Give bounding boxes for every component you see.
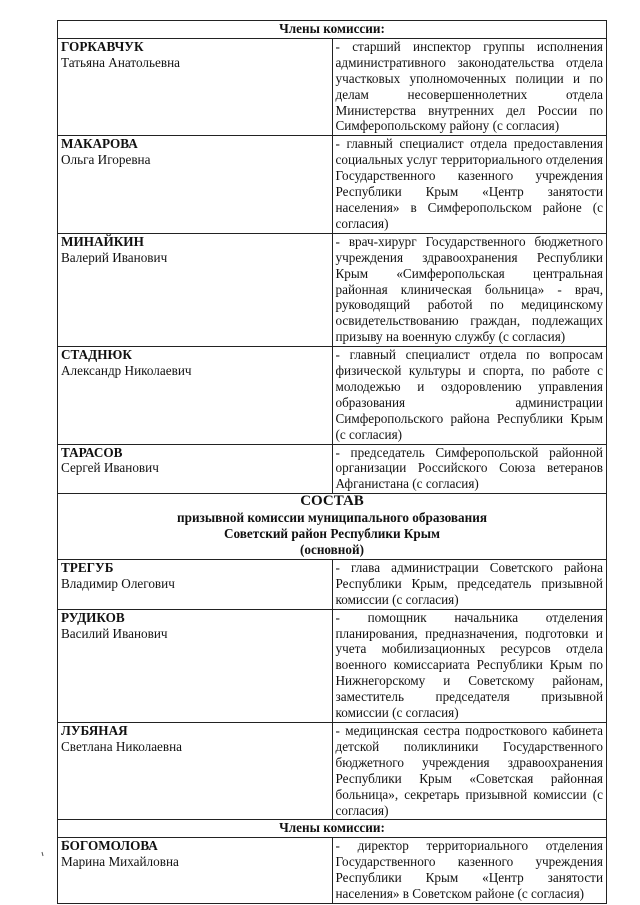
member-name-cell (58, 559, 333, 609)
member-given-name: Сергей Иванович (61, 460, 159, 476)
members-header: Члены комиссии: (58, 820, 607, 838)
member-name-cell (58, 722, 333, 819)
member-given-name: Марина Михайловна (61, 854, 179, 870)
member-name-cell (58, 609, 333, 722)
member-surname: ЛУБЯНАЯ (61, 722, 128, 738)
section-header-row (58, 21, 607, 39)
member-row (58, 38, 607, 135)
scan-artifact-marks (38, 830, 78, 860)
member-given-name: Владимир Олегович (61, 575, 175, 591)
section-header-row (58, 820, 607, 838)
member-name-cell (58, 136, 333, 233)
member-role: - главный специалист отдела по вопросам физической культуры и спорта, по работе с молодежью и оздоровлению управления образования администрации Симферопольского района Республики Крым (с согласия) (332, 347, 607, 444)
member-row (58, 609, 607, 722)
member-role: - врач-хирург Государственного бюджетного учреждения здравоохранения Республики Крым «Симферопольская центральная районная клиническая больница» - врач, руководящий работой по медицинскому освидетельствованию граждан, подлежащих призыву на военную службу (с согласия) (332, 233, 607, 346)
member-given-name: Ольга Игоревна (61, 152, 151, 168)
member-role: - помощник начальника отделения планирования, предназначения, подготовки и учета мобилизационных ресурсов отдела военного комиссариата Республики Крым по Нижнегорскому и Советскому районам, заместитель председателя призывной комиссии (с согласия) (332, 609, 607, 722)
member-surname: БОГОМОЛОВА (61, 838, 158, 854)
member-role: - директор территориального отделения Государственного казенного учреждения Республики Крым «Центр занятости населения» в Советском районе (с согласия) (332, 838, 607, 904)
member-name-cell (58, 38, 333, 135)
member-role: - старший инспектор группы исполнения административного законодательства отдела участковых уполномоченных полиции и по делам несовершеннолетних отдела Министерства внутренних дел России по Симферопольскому району (с согласия) (332, 38, 607, 135)
member-surname: ГОРКАВЧУК (61, 38, 144, 54)
member-given-name: Светлана Николаевна (61, 738, 183, 754)
member-name-cell (58, 233, 333, 346)
member-given-name: Татьяна Анатольевна (61, 54, 180, 70)
member-role: - главный специалист отдела предоставления социальных услуг территориального отделения Государственного казенного учреждения Республики Крым «Центр занятости населения» в Симферопольском районе (с согласия) (332, 136, 607, 233)
member-role: - председатель Симферопольской районной организации Российского Союза ветеранов Афганистана (с согласия) (332, 444, 607, 494)
composition-title-cell (58, 494, 607, 560)
member-row (58, 347, 607, 444)
member-surname: ТРЕГУБ (61, 559, 114, 575)
member-row (58, 233, 607, 346)
member-given-name: Валерий Иванович (61, 249, 168, 265)
member-surname: ТАРАСОВ (61, 444, 123, 460)
composition-title-row (58, 494, 607, 560)
member-given-name: Василий Иванович (61, 625, 168, 641)
member-row (58, 559, 607, 609)
member-row (58, 444, 607, 494)
member-row (58, 838, 607, 904)
member-surname: МАКАРОВА (61, 136, 138, 152)
composition-title: СОСТАВ (300, 493, 364, 510)
member-role: - глава администрации Советского района Республики Крым, председатель призывной комиссии (с согласия) (332, 559, 607, 609)
composition-line-3: (основной) (299, 542, 364, 557)
member-given-name: Александр Николаевич (61, 363, 192, 379)
composition-line-1: призывной комиссии муниципального образования (177, 510, 487, 526)
member-name-cell (58, 838, 333, 904)
member-name-cell (58, 347, 333, 444)
commission-table (57, 20, 607, 904)
member-name-cell (58, 444, 333, 494)
member-row (58, 136, 607, 233)
member-role: - медицинская сестра подросткового кабинета детской поликлиники Государственного бюджетного учреждения здравоохранения Республики Крым «Советская районная больница», секретарь призывной комиссии (с согласия) (332, 722, 607, 819)
member-surname: МИНАЙКИН (61, 233, 144, 249)
scan-artifact (38, 830, 78, 863)
composition-line-2: Советский район Республики Крым (223, 526, 441, 542)
member-surname: СТАДНЮК (61, 347, 132, 363)
member-surname: РУДИКОВ (61, 609, 125, 625)
members-header: Члены комиссии: (58, 21, 607, 39)
member-row (58, 722, 607, 819)
